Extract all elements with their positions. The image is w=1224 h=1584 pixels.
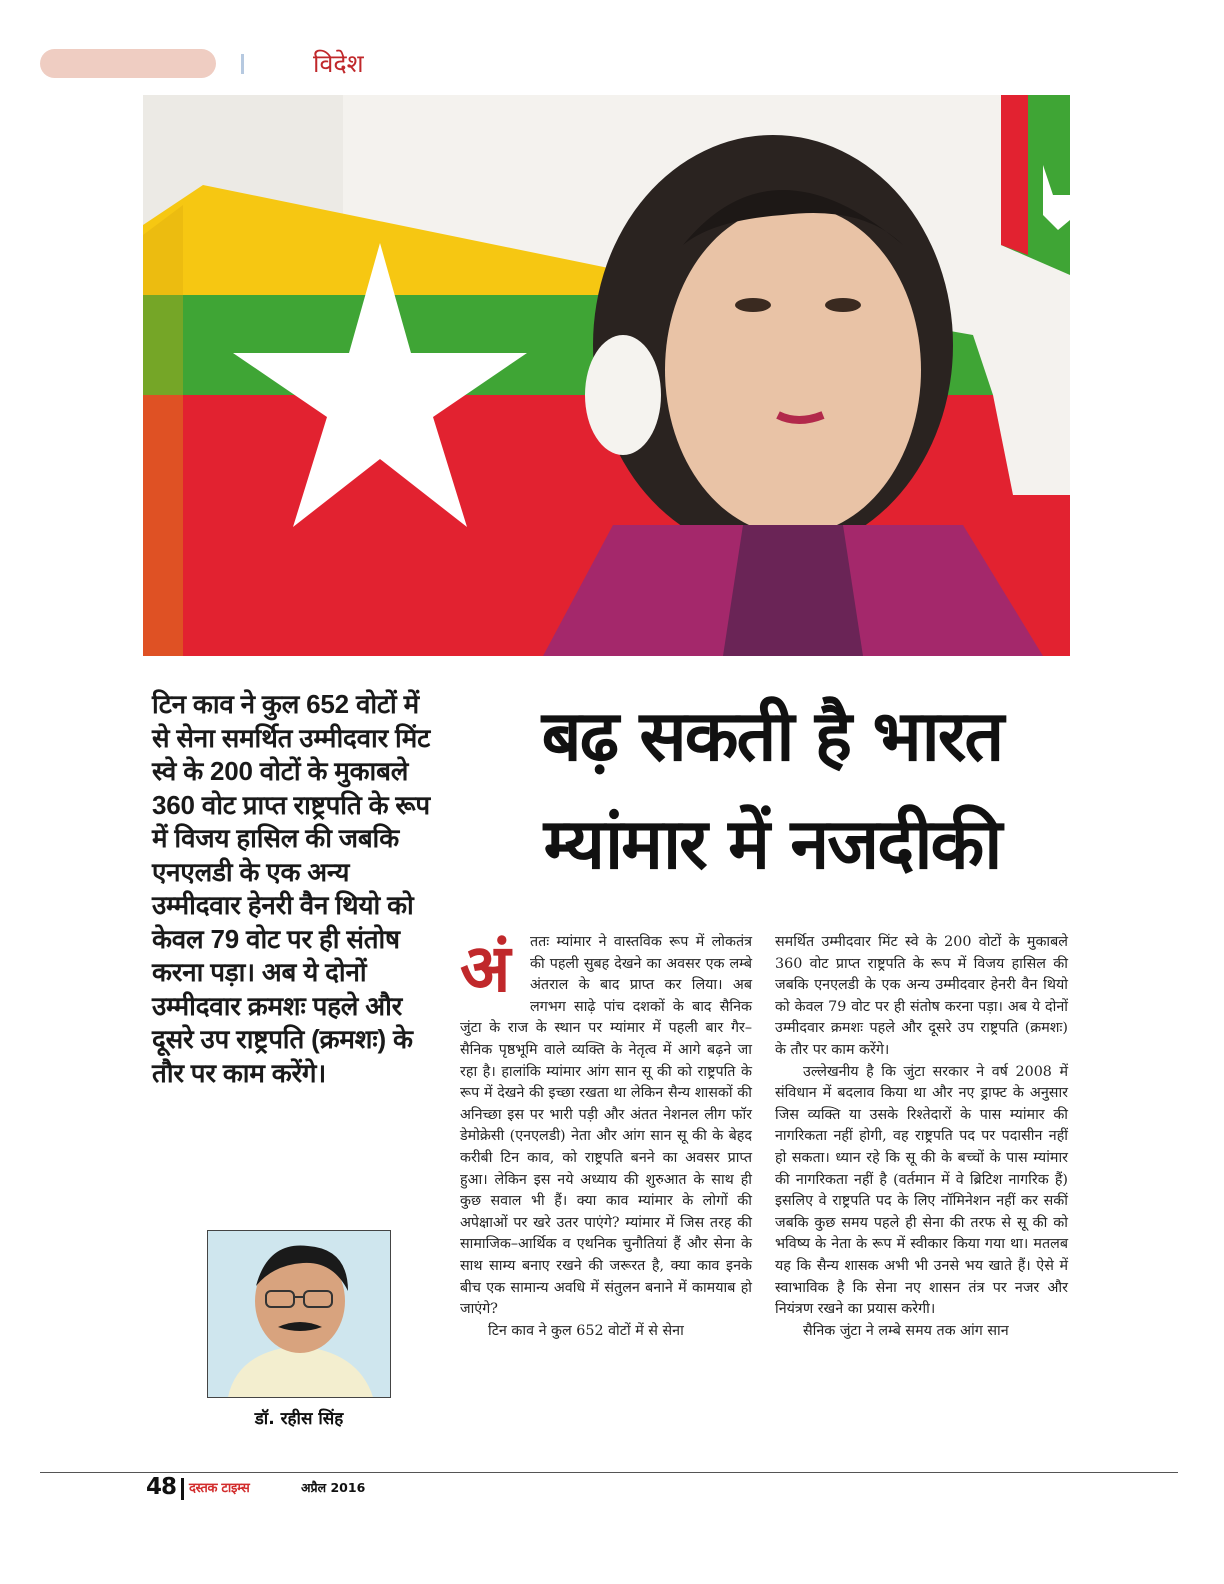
article-paragraph: ततः म्यांमार ने वास्तविक रूप में लोकतंत्र की पहली सुबह देखने का अवसर एक लम्बे अंतराल के बाद प्राप्त कर लिया। अब लगभग साढ़े पांच दशकों के बाद सैनिक जुंटा के राज के स्थान पर म्यांमार में पहली बार गैर–सैनिक पृष्ठभूमि वाले व्यक्ति के नेतृत्व में आगे बढ़ने जा रहा है। हालांकि म्यांमार आंग सान सू की को राष्ट्रपति के रूप में देखने की इच्छा रखता था लेकिन सैन्य शासकों की अनिच्छा इस पर भारी पड़ी और अंतत नेशनल लीग फॉर डेमोक्रेसी (एनएलडी) नेता और आंग सान सू की के बेहद करीबी टिन काव, को राष्ट्रपति बनने का अवसर प्राप्त हुआ। लेकिन इस नये अध्याय की शुरुआत के साथ ही कुछ सवाल भी हैं। क्या काव म्यांमार के लोगों की अपेक्षाओं पर खरे उतर पाएंगे? म्यांमार में जिस तरह की सामाजिक–आर्थिक व एथनिक चुनौतियां हैं और सेना के साथ साम्य बनाए रखने की जरूरत है, क्या काव इनके बीच एक सामान्य अवधि में संतुलन बनाने में कामयाब हो जाएंगे?	[460, 934, 752, 1318]
article-paragraph: सैनिक जुंटा ने लम्बे समय तक आंग सान	[803, 1322, 1009, 1339]
article-headline	[462, 682, 1082, 898]
magazine-logo: दस्तक टाइम्स	[189, 1481, 250, 1496]
article-paragraph: समर्थित उम्मीदवार मिंट स्वे के 200 वोटों के मुकाबले 360 वोट प्राप्त राष्ट्रपति के रूप में विजय हासिल की जबकि एनएलडी के एक अन्य उम्मीदवार हेनरी वैन थियो को केवल 79 वोट पर ही संतोष करना पड़ा। अब ये दोनों उम्मीदवार क्रमशः पहले और दूसरे उप राष्ट्रपति (क्रमशः) के तौर पर काम करेंगे।	[775, 934, 1068, 1058]
issue-date: अप्रैल 2016	[301, 1480, 366, 1495]
article-paragraph: उल्लेखनीय है कि जुंटा सरकार ने वर्ष 2008 में संविधान में बदलाव किया था और नए ड्राफ्ट के अनुसार जिस व्यक्ति या उसके रिश्तेदारों के पास म्यांमार की नागरिकता नहीं होगी, वह राष्ट्रपति पद पर पदासीन नहीं हो सकता। ध्यान रहे कि सू की के बच्चों के पास म्यांमार की नागरिकता नहीं है (वर्तमान में वे ब्रिटिश नागरिक हैं) इसलिए वे राष्ट्रपति पद के लिए नॉमिनेशन नहीं कर सकीं जबकि कुछ समय पहले ही सेना की तरफ से सू की को भविष्य के नेता के रूप में स्वीकार किया गया था। मतलब यह कि सैन्य शासक अभी भी उनसे भय खाते हैं। ऐसे में स्वाभाविक है कि सेना नए शासन तंत्र पर नजर और नियंत्रण रखने का प्रयास करेगी।	[775, 1063, 1068, 1318]
drop-cap: अं	[460, 930, 511, 1007]
author-photo	[207, 1230, 391, 1398]
article-column-2	[775, 932, 1068, 1342]
section-label: विदेश	[313, 49, 364, 78]
header-divider	[241, 54, 244, 74]
headline-line-1: बढ़ सकती है भारत	[541, 695, 1003, 777]
article-column-1	[460, 932, 752, 1342]
article-paragraph: टिन काव ने कुल 652 वोटों में से सेना	[488, 1322, 684, 1339]
page-number: 48	[146, 1474, 177, 1500]
myanmar-flag-portrait-illustration	[143, 95, 1070, 656]
footer-divider	[40, 1472, 1178, 1473]
section-pill-decoration	[40, 49, 216, 78]
author-portrait-illustration	[208, 1231, 390, 1397]
author-name: डॉ. रहीस सिंह	[254, 1409, 344, 1429]
footer-separator	[181, 1478, 184, 1500]
headline-line-2: म्यांमार में नजदीकी	[543, 803, 1001, 885]
hero-image	[143, 95, 1070, 656]
pull-quote: टिन काव ने कुल 652 वोटों में से सेना समर्थित उम्मीदवार मिंट स्वे के 200 वोटों के मुकाबले 360 वोट प्राप्त राष्ट्रपति के रूप में विजय हासिल की जबकि एनएलडी के एक अन्य उम्मीदवार हेनरी वैन थियो को केवल 79 वोट पर ही संतोष करना पड़ा। अब ये दोनों उम्मीदवार क्रमशः पहले और दूसरे उप राष्ट्रपति (क्रमशः) के तौर पर काम करेंगे।	[152, 689, 431, 1088]
